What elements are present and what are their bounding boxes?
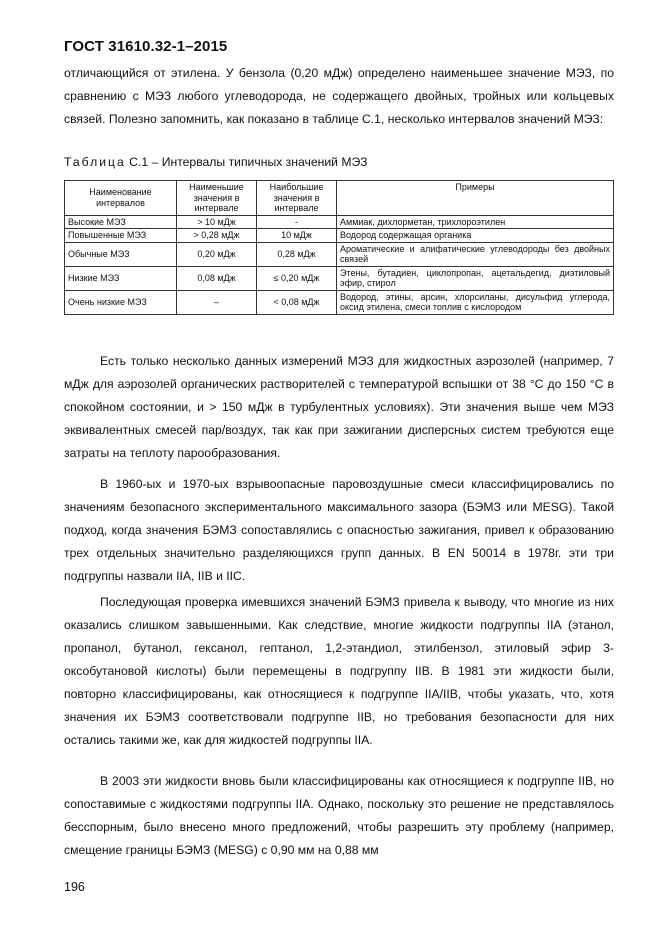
intro-paragraph: отличающийся от этилена. У бензола (0,20 мДж) определено наименьшее значение МЭЗ, по сравнению с МЭЗ любого углеводорода, не содержащего двойных, тройных или кольцевых связей. Полезно запомнить, как показано в таблице С.1, несколько интервалов значений МЭЗ: xyxy=(64,66,614,126)
table-cell: Низкие МЭЗ xyxy=(65,266,177,290)
table-cell: – xyxy=(177,290,257,314)
document-header: ГОСТ 31610.32-1–2015 xyxy=(64,38,228,55)
table-caption-prefix: Таблица xyxy=(64,155,126,169)
table-cell: - xyxy=(257,215,337,229)
table-cell: < 0,08 мДж xyxy=(257,290,337,314)
table-header-cell: Примеры xyxy=(337,181,614,216)
table-row xyxy=(65,229,614,243)
table-cell: Обычные МЭЗ xyxy=(65,242,177,266)
mie-intervals-table xyxy=(64,180,614,315)
table-caption-text: С.1 – Интервалы типичных значений МЭЗ xyxy=(125,155,368,169)
table-row xyxy=(65,215,614,229)
body-paragraph: В 2003 эти жидкости вновь были классифицированы как относящиеся к подгруппе IIB, но сопоставимые с жидкостями подгруппы IIA. Однако, поскольку это решение не представлялось бесспорным, было внесено много предложений, чтобы разрешить эту проблему (например, смещение границы БЭМЗ (MESG) с 0,90 мм на 0,88 мм xyxy=(64,774,614,857)
table-cell: Аммиак, дихлорметан, трихлороэтилен xyxy=(337,215,614,229)
table-cell: Водород, этины, арсин, хлорсиланы, дисульфид углерода, оксид этилена, смеси топлив с кислородом xyxy=(337,290,614,314)
body-paragraph: В 1960-ых и 1970-ых взрывоопасные паровоздушные смеси классифицировались по значениям безопасного экспериментального максимального зазора (БЭМЗ или MESG). Такой подход, когда значения БЭМЗ сопоставлялись с опасностью зажигания, привел к образованию трех отдельных значительно разделяющихся групп данных. В EN 50014 в 1978г. эти три подгруппы назвали IIA, IIB и IIC. xyxy=(64,477,614,583)
table-cell: Ароматические и алифатические углеводороды без двойных связей xyxy=(337,242,614,266)
table-cell: 10 мДж xyxy=(257,229,337,243)
table-caption xyxy=(64,155,368,169)
body-paragraph: Есть только несколько данных измерений МЭЗ для жидкостных аэрозолей (например, 7 мДж для аэрозолей органических растворителей с температурой вспышки от 38 °С до 150 °С в спокойном состоянии, и > 150 мДж в турбулентных условиях). Эти значения выше чем МЭЗ эквивалентных смесей пар/воздух, так как при зажигании дисперсных систем требуются еще затраты на теплоту парообразования. xyxy=(64,354,614,460)
table-row xyxy=(65,242,614,266)
table-header-cell: Наименование интервалов xyxy=(65,181,177,216)
table-row xyxy=(65,290,614,314)
table-header-row xyxy=(65,181,614,216)
table-cell: 0,08 мДж xyxy=(177,266,257,290)
table-cell: > 0,28 мДж xyxy=(177,229,257,243)
table-cell: > 10 мДж xyxy=(177,215,257,229)
body-paragraph: Последующая проверка имевшихся значений БЭМЗ привела к выводу, что многие из них оказались слишком завышенными. Как следствие, многие жидкости подгруппы IIA (этанол, пропанол, бутанол, гексанол, гептанол, 1,2-этандиол, этилбензол, этиловый эфир 3-оксобутановой кислоты) были перемещены в подгруппу IIB. В 1981 эти жидкости были, повторно классифицированы, как относящиеся к подгруппе IIA/IIB, чтобы указать, что, хотя значения их БЭМЗ соответствовали подгруппе IIB, но требования безопасности для них остались такими же, как для жидкостей подгруппы IIA. xyxy=(64,595,614,747)
table-cell: 0,20 мДж xyxy=(177,242,257,266)
table-header-cell: Наибольшие значения в интервале xyxy=(257,181,337,216)
table-cell: Этены, бутадиен, циклопропан, ацетальдегид, диэтиловый эфир, стирол xyxy=(337,266,614,290)
table-header-cell: Наименьшие значения в интервале xyxy=(177,181,257,216)
table-cell: ≤ 0,20 мДж xyxy=(257,266,337,290)
table-cell: 0,28 мДж xyxy=(257,242,337,266)
table-cell: Высокие МЭЗ xyxy=(65,215,177,229)
page-number: 196 xyxy=(64,880,85,894)
table-row xyxy=(65,266,614,290)
table-cell: Повышенные МЭЗ xyxy=(65,229,177,243)
table-cell: Водород содержащая органика xyxy=(337,229,614,243)
table-cell: Очень низкие МЭЗ xyxy=(65,290,177,314)
